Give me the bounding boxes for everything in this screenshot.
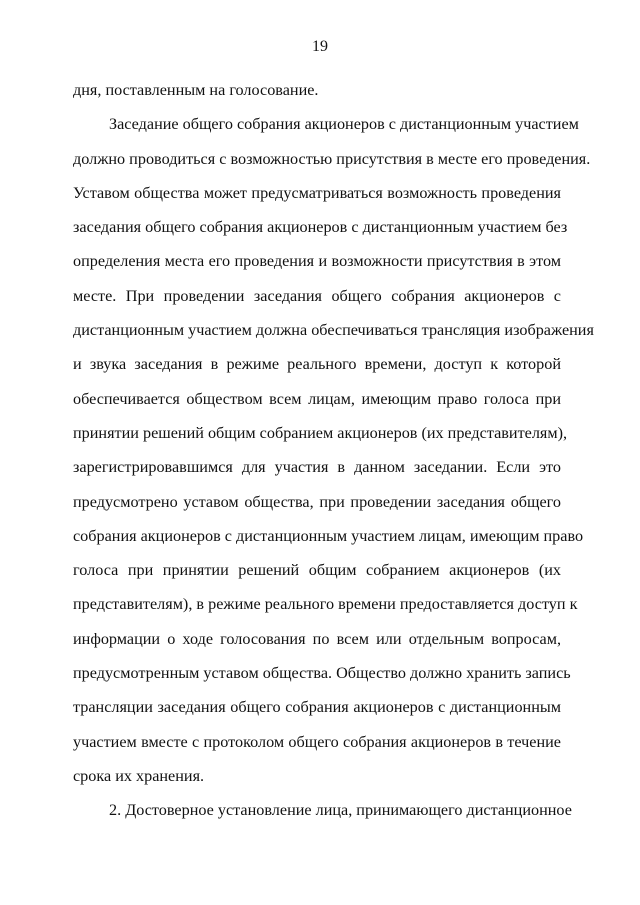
text-line: представителям), в режиме реального времени предоставляется доступ к — [73, 595, 578, 614]
paragraph-remote-participation — [73, 107, 594, 793]
text-line: месте. При проведении заседания общего собрания акционеров с — [73, 286, 561, 305]
text-line: зарегистрировавшимся для участия в данном заседании. Если это — [73, 458, 561, 477]
page-number: 19 — [312, 38, 328, 55]
text-line: голоса при принятии решений общим собранием акционеров (их — [73, 561, 561, 580]
text-line: предусмотрено уставом общества, при проведении заседания общего — [73, 492, 561, 511]
text-line: собрания акционеров с дистанционным участием лицам, имеющим право — [73, 526, 584, 545]
text-line: обеспечивается обществом всем лицам, имеющим право голоса при — [73, 389, 561, 408]
text-line: участием вместе с протоколом общего собрания акционеров в течение — [73, 732, 561, 751]
text-line: дистанционным участием должна обеспечиваться трансляция изображения — [73, 321, 594, 340]
text-line: принятии решений общим собранием акционеров (их представителям), — [73, 423, 568, 442]
text-line: информации о ходе голосования по всем или отдельным вопросам, — [73, 629, 561, 648]
text-line: Заседание общего собрания акционеров с дистанционным участием — [109, 115, 579, 134]
text-line: и звука заседания в режиме реального времени, доступ к которой — [73, 355, 561, 374]
text-line: дня, поставленным на голосование. — [73, 81, 319, 99]
text-line: трансляции заседания общего собрания акционеров с дистанционным — [73, 698, 561, 717]
text-line: 2. Достоверное установление лица, принимающего дистанционное — [109, 801, 572, 820]
text-line: срока их хранения. — [73, 766, 205, 785]
text-line: заседания общего собрания акционеров с дистанционным участием без — [73, 218, 568, 237]
text-line: определения места его проведения и возможности присутствия в этом — [73, 252, 561, 271]
text-line: Уставом общества может предусматриваться возможность проведения — [73, 183, 561, 202]
text-line: предусмотренным уставом общества. Общество должно хранить запись — [73, 664, 571, 683]
paragraph-identification — [73, 793, 572, 827]
text-line: должно проводиться с возможностью присутствия в месте его проведения. — [73, 149, 591, 168]
continuation-paragraph — [73, 73, 561, 107]
document-body — [73, 73, 594, 828]
